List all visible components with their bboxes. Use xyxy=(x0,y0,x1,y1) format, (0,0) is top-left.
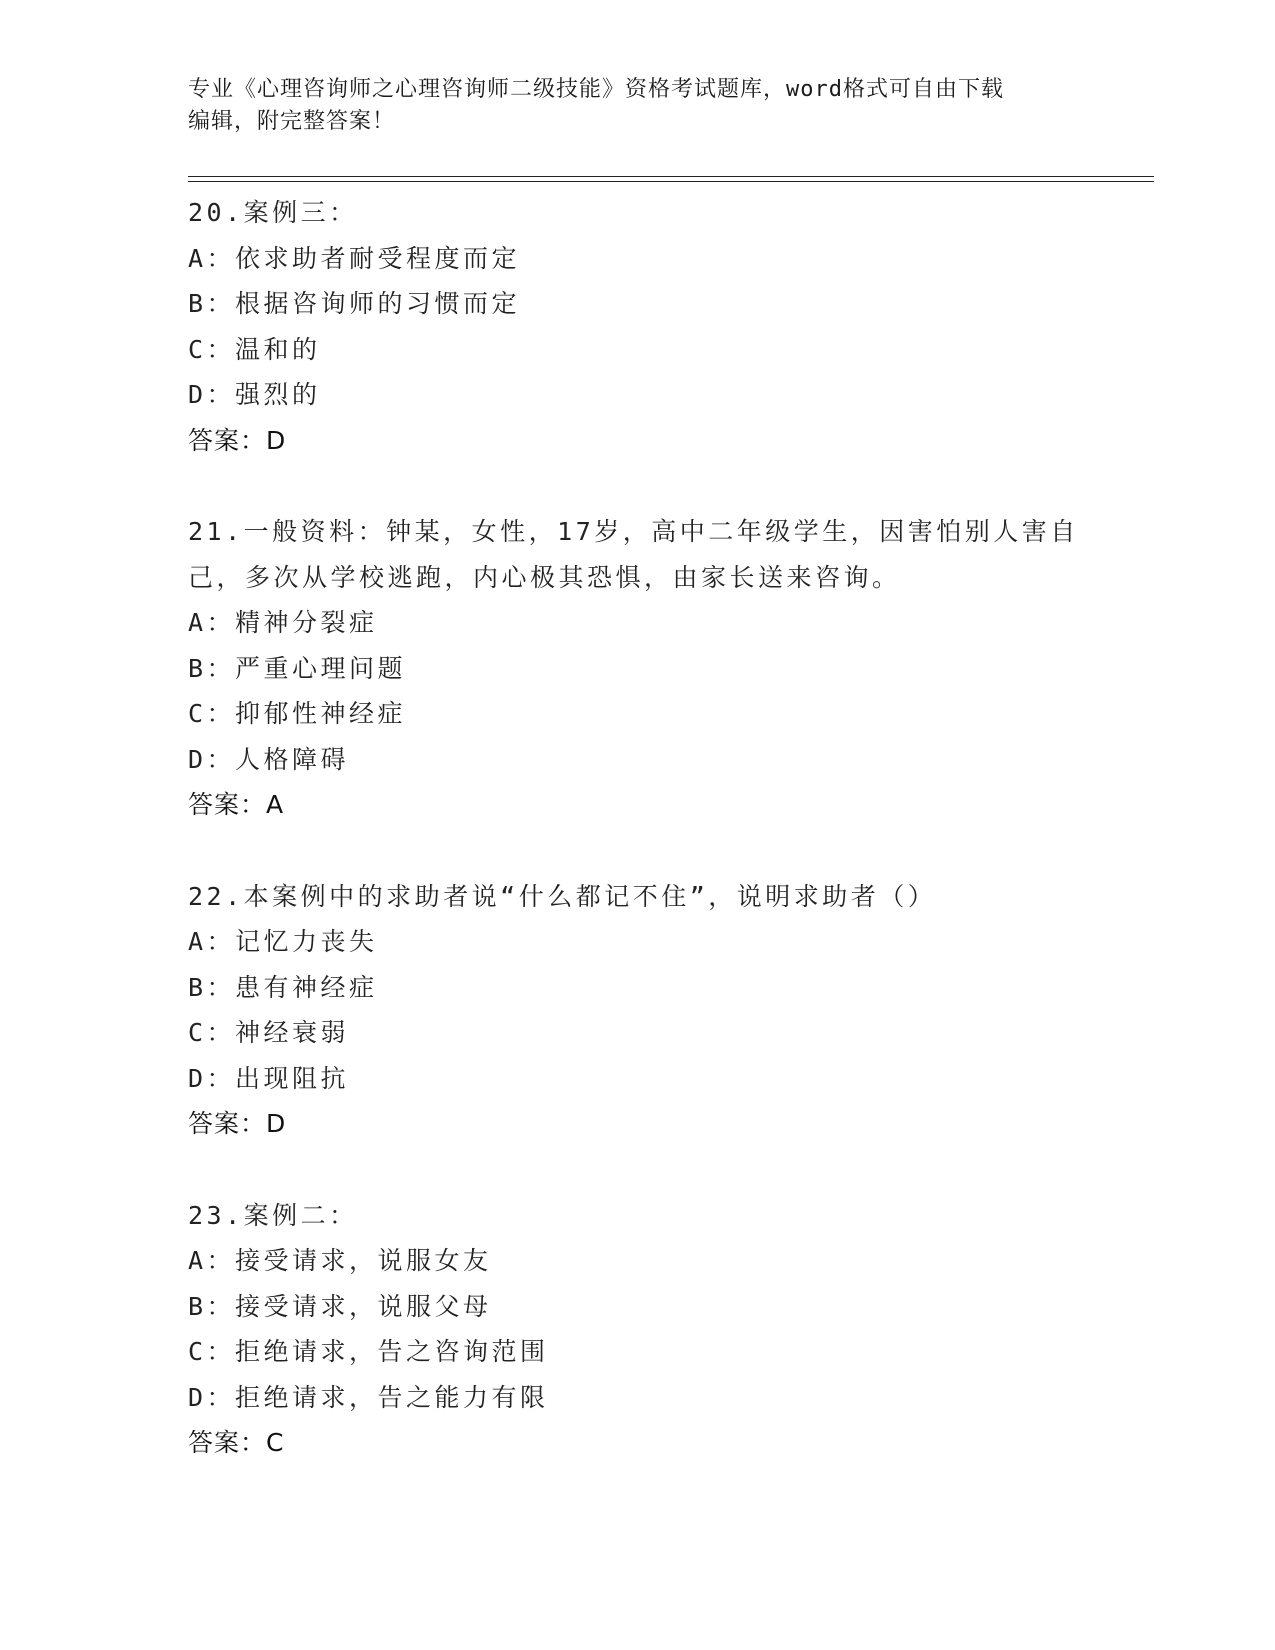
header-divider-top xyxy=(188,176,1154,177)
answer: 答案：A xyxy=(188,790,285,819)
question-stem: 22.本案例中的求助者说“什么都记不住”，说明求助者（） xyxy=(188,881,937,911)
question-21 xyxy=(188,509,1088,828)
option-c: C：温和的 xyxy=(188,334,321,364)
question-20 xyxy=(188,190,1088,463)
question-list xyxy=(188,190,1088,1512)
option-d: D：出现阻抗 xyxy=(188,1063,350,1093)
answer: 答案：C xyxy=(188,1428,285,1457)
option-b: B：接受请求，说服父母 xyxy=(188,1291,492,1321)
question-23 xyxy=(188,1193,1088,1466)
option-c: C：神经衰弱 xyxy=(188,1018,350,1047)
answer: 答案：D xyxy=(188,1109,287,1138)
document-header xyxy=(188,74,1068,138)
question-22 xyxy=(188,874,1088,1147)
header-divider-bottom xyxy=(188,181,1154,182)
option-a: A：记忆力丧失 xyxy=(188,927,378,956)
question-stem: 21.一般资料：钟某，女性，17岁，高中二年级学生，因害怕别人害自 xyxy=(188,517,1079,546)
question-stem: 23.案例二： xyxy=(188,1200,358,1230)
question-stem: 20.案例三： xyxy=(188,198,358,227)
option-d: D：强烈的 xyxy=(188,380,321,409)
option-c: C：抑郁性神经症 xyxy=(188,699,407,728)
header-line-1: 专业《心理咨询师之心理咨询师二级技能》资格考试题库，word格式可自由下载 xyxy=(188,77,1004,102)
option-d: D：人格障碍 xyxy=(188,744,350,774)
option-a: A：接受请求，说服女友 xyxy=(188,1246,492,1275)
header-line-2: 编辑，附完整答案！ xyxy=(188,109,396,134)
answer: 答案：D xyxy=(188,425,287,455)
question-stem-continued: 己，多次从学校逃跑，内心极其恐惧，由家长送来咨询。 xyxy=(188,562,901,592)
option-b: B：严重心理问题 xyxy=(188,653,407,683)
option-a: A：精神分裂症 xyxy=(188,608,378,637)
option-d: D：拒绝请求，告之能力有限 xyxy=(188,1382,549,1412)
option-b: B：根据咨询师的习惯而定 xyxy=(188,289,521,318)
option-a: A：依求助者耐受程度而定 xyxy=(188,243,521,273)
option-c: C：拒绝请求，告之咨询范围 xyxy=(188,1337,549,1366)
option-b: B：患有神经症 xyxy=(188,972,378,1002)
